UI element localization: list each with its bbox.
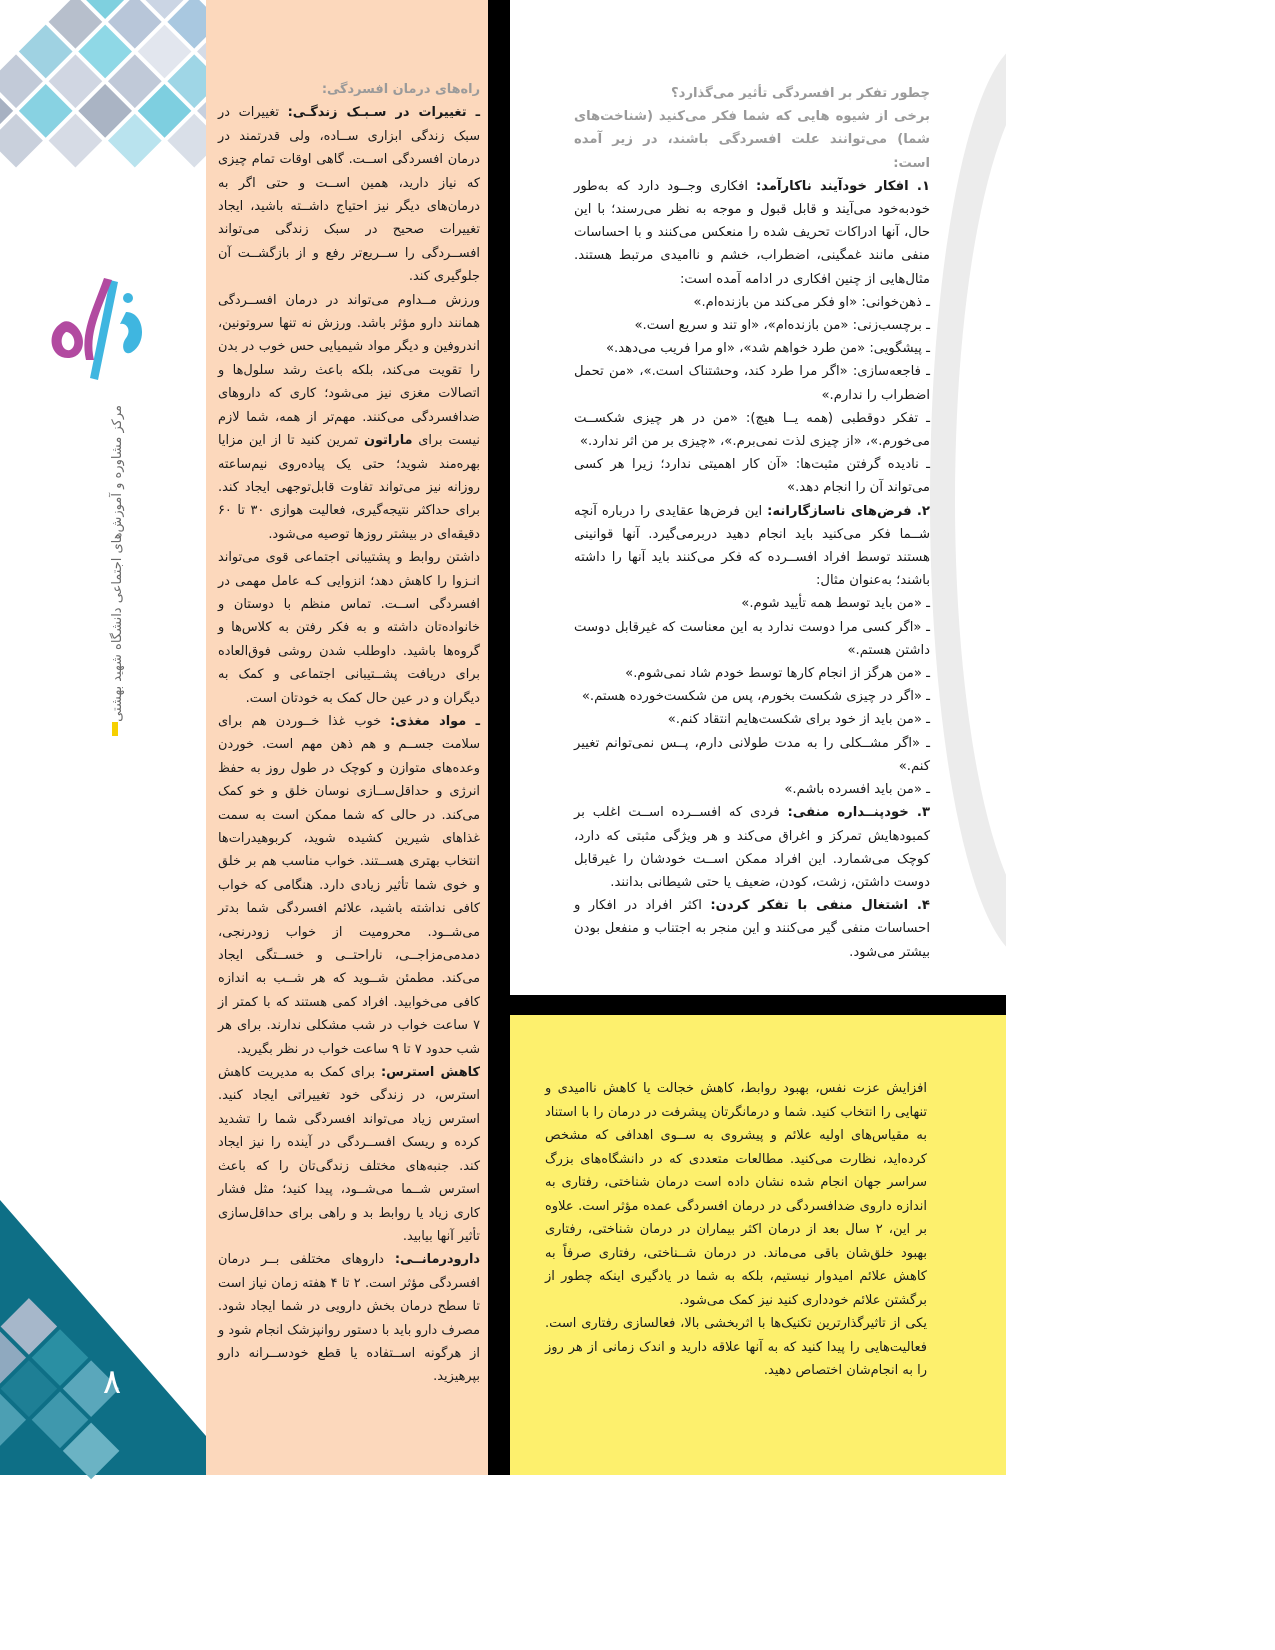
center-name-text: مرکز مشاوره و آموزش‌های اجتماعی دانشگاه شهید بهشتی — [110, 405, 125, 722]
example-line: ـ «اگر در چیزی شکست بخورم، پس من شکست‌خورده هستم.» — [581, 689, 930, 705]
item2-body: این فرض‌ها عقایدی را درباره آنچه شــما فکر می‌کنید باید انجام دهید دربرمی‌گیرد. آنها قوانینی هستند توسط افراد افســرده که فکر می‌کنند باید آنها را داشته باشند؛ به‌عنوان مثال: — [574, 503, 930, 589]
example-line: ـ «اگر کسی مرا دوست ندارد به این معناست که غیرقابل دوست داشتن هستم.» — [574, 619, 930, 658]
page-margin-right — [1006, 0, 1275, 1650]
intro-text: برخی از شیوه هایی که شما فکر می‌کنید (شناخت‌های شما) می‌توانند علت افسردگی باشند، در زیر آمده است: — [574, 109, 930, 171]
white-column-text — [574, 82, 930, 964]
item3-body: فردی که افســرده اســت اغلب بر کمبودهایش تمرکز و اغراق می‌کند و هر ویژگی مثبتی که دارد، کوچک می‌شمارد. این افراد ممکن اســت خودشان را غیرقابل دوست داشتن، زشت، کودن، ضعیف یا حتی شیطانی بدانند. — [574, 805, 930, 890]
lifestyle-body: تغییرات در سبک زندگی ابزاری ســاده، ولی قدرتمند در درمان افسردگی اســت. گاهی اوقات تمام چیزی که نیاز دارید، همین اســت و حتی اگر به درمان‌های دیگر نیز احتیاج داشــته باشید، ایجاد تغییرات صحیح در سبک زندگی می‌تواند افســردگی را ســریع‌تر رفع و از بازگشــت آن جلوگیری کند. — [218, 105, 480, 285]
exercise-body-2: تمرین کنید تا از این مزایا بهره‌مند شوید؛ حتی یک پیاده‌روی نیم‌ساعته روزانه نیز می‌تواند تفاوت قابل‌توجهی ایجاد کند. برای حداکثر نتیجه‌گیری، فعالیت هوازی ۳۰ تا ۶۰ دقیقه‌ای در بیشتر روزها توصیه می‌شود. — [218, 433, 480, 542]
medication-title: دارودرمانــی: — [394, 1252, 480, 1268]
item2-title: ۲. فرض‌های ناسازگارانه: — [767, 503, 930, 519]
medication-body: داروهای مختلفی بــر درمان افسردگی مؤثر است. ۲ تا ۴ هفته زمان نیاز است تا سطح درمان بخش دارویی در شما ایجاد شود. مصرف دارو باید با دستور روانپزشک انجام شود و از هرگونه اســتفاده یا قطع خودســرانه دارو بپرهیزید. — [218, 1252, 480, 1385]
nutrition-title: ـ مواد مغذی: — [390, 713, 480, 729]
item4-paragraph — [574, 894, 930, 964]
stress-body: برای کمک به مدیریت کاهش استرس، در زندگی خود تغییراتی ایجاد کنید. استرس زیاد می‌تواند افسردگی شما را تشدید کرده و ریسک افســردگی در آینده را نیز ایجاد کند. جنبه‌های مختلف زندگی‌تان را که باعث استرس شــما می‌شــود، پیدا کنید؛ مثل فشار کاری زیاد یا روابط بد و راهی برای حداقل‌سازی تأثیر آنها بیابید. — [218, 1065, 480, 1244]
social-paragraph: داشتن روابط و پشتیبانی اجتماعی قوی می‌تواند انـزوا را کاهش دهد؛ انزوایی کـه عامل مهمی در افسردگی اســت. تماس منظم با دوستان و خانواده‌تان داشته و به فکر رفتن به کلاس‌ها و گروه‌ها باشید. داوطلب شدن روشی فوق‌العاده برای دریافت پشــتیبانی اجتماعی و کمک به دیگران و در عین حال کمک به خودتان است. — [218, 550, 480, 706]
example-line: ـ تفکر دوقطبی (همه یــا هیچ): «من در هر چیزی شکســت می‌خورم.»، «از چیزی لذت نمی‌برم.»، «چیزی بر من اثر ندارد.» — [574, 410, 930, 450]
black-divider-bar — [488, 0, 510, 1475]
example-line: ـ فاجعه‌سازی: «اگر مرا طرد کند، وحشتناک است.»، «من تحمل اضطراب را ندارم.» — [574, 364, 930, 403]
black-horizontal-band — [510, 995, 1006, 1015]
lifestyle-title: ـ تغییرات در سـبـک زندگـی: — [287, 105, 480, 121]
exercise-bold: ماراتون — [363, 433, 413, 449]
item1-body: افکاری وجــود دارد که به‌طور خودبه‌خود می‌آیند و قابل قبول و موجه به نظر می‌رسند؛ با این حال، آنها ادراکات تحریف شده را منعکس می‌کنند و با احساسات منفی مانند غمگینی، اضطراب، خشم و ناامیدی مرتبط هستند. مثال‌هایی از چنین افکاری در ادامه آمده است: — [574, 178, 930, 287]
yellow-paragraph-1: افزایش عزت نفس، بهبود روابط، کاهش خجالت یا کاهش ناامیدی و تنهایی را انتخاب کنید. شما و درمانگرتان پیشرفت در درمان را با استناد به مقیاس‌های اولیه علائم و پیشروی به ســوی اهدافی که مشخص کرده‌اید، نظارت می‌کنید. مطالعات متعددی که در دانشگاه‌های بزرگ سراسر جهان انجام شده نشان داده است درمان شناختی، رفتاری به اندازه داروی ضدافسردگی در درمان افسردگی عمده مؤثر است. علاوه بر این، ۲ سال بعد از درمان اکثر بیماران در درمان شناختی، رفتاری بهبود خلق‌شان باقی می‌ماند. در درمان شــناختی، رفتاری صرفاً به کاهش علائم امیدوار نیستیم، بلکه به شما در یادگیری اینکه چطور از برگشتن علائم خودداری کنید نیز کمک می‌شود. — [545, 1081, 927, 1308]
diamond-tiles-pattern — [0, 0, 206, 300]
item1-title: ۱. افکار خودآیند ناکارآمد: — [755, 178, 930, 194]
example-line: ـ پیشگویی: «من طرد خواهم شد»، «او مرا فریب می‌دهد.» — [605, 341, 930, 357]
example-line: ـ «من باید افسرده باشم.» — [784, 782, 930, 798]
item3-title: ۳. خودپنــداره منفی: — [787, 805, 930, 821]
item4-title: ۴. اشتغال منفی با تفکر کردن: — [710, 898, 930, 914]
lifestyle-paragraph — [218, 101, 480, 288]
exercise-paragraph — [218, 289, 480, 546]
section-heading: راه‌های درمان افسردگی: — [321, 82, 480, 97]
vertical-center-title — [110, 405, 130, 735]
example-line: ـ «من باید توسط همه تأیید شوم.» — [741, 596, 930, 612]
example-line: ـ نادیده گرفتن مثبت‌ها: «آن کار اهمیتی ندارد؛ زیرا هر کسی می‌تواند آن را انجام دهد.» — [574, 457, 930, 496]
example-line: ـ «من هرگز از انجام کارها توسط خودم شاد نمی‌شوم.» — [625, 666, 930, 682]
question-heading: چطور تفکر بر افسردگی تأثیر می‌گذارد؟ — [671, 86, 930, 101]
item4-body: اکثر افراد در افکار و احساسات منفی گیر می‌کنند و این منجر به اجتناب و منفعل بودن بیشتر می‌شود. — [574, 898, 930, 960]
nutrition-body: خوب غذا خــوردن هم برای سلامت جســم و هم ذهن مهم است. خوردن وعده‌های متوازن و کوچک در طول روز به حفظ انرژی و حداقل‌ســازی نوسان خلق و خو کمک می‌کند. در حالی که شما ممکن است به سمت غذاهای شیرین کشیده شوید، کربوهیدرات‌ها انتخاب بهتری هســتند. خواب مناسب هم بر خلق و خوی شما تأثیر زیادی دارد. هنگامی که خواب کافی نداشته باشید، علائم افسردگی شما بدتر می‌شــود. محرومیت از خواب زودرنجی، دمدمی‌مزاجــی، ناراحتــی و خســتگی ایجاد می‌کند. مطمئن شــوید که هر شــب به اندازه کافی می‌خوابید. افراد کمی هستند که با کمتر از ۷ ساعت خواب در شب مشکلی ندارند. برای هر شب حدود ۷ تا ۹ ساعت خواب در نظر بگیرید. — [218, 713, 480, 1057]
nutrition-paragraph — [218, 710, 480, 1061]
example-line: ـ «اگر مشــکلی را به مدت طولانی دارم، پــس نمی‌توانم تغییر کنم.» — [574, 735, 930, 774]
item2-paragraph — [574, 500, 930, 593]
peach-column-text — [218, 78, 480, 1389]
exercise-body-1: ورزش مــداوم می‌تواند در درمان افســردگی همانند دارو مؤثر باشد. ورزش نه تنها سروتونین، اندروفین و دیگر مواد شیمیایی حس خوب در بدن را تقویت می‌کند، بلکه باعث رشد سلول‌ها و اتصالات مغزی نیز می‌شود؛ کاری که داروهای ضدافسردگی می‌کنند. مهم‌تر از همه، شما لازم نیست برای — [218, 292, 480, 449]
example-line: ـ برچسب‌زنی: «من بازنده‌ام»، «او تند و سریع است.» — [634, 318, 930, 334]
example-line: ـ ذهن‌خوانی: «او فکر می‌کند من بازنده‌ام.» — [693, 294, 930, 310]
stress-paragraph — [218, 1061, 480, 1248]
stress-title: کاهش استرس: — [380, 1065, 480, 1081]
item3-paragraph — [574, 801, 930, 894]
left-decorative-strip — [0, 0, 206, 1475]
example-line: ـ «من باید از خود برای شکست‌هایم انتقاد کنم.» — [667, 712, 930, 728]
yellow-accent-mark — [112, 722, 118, 736]
medication-paragraph — [218, 1248, 480, 1388]
logo-icon — [40, 272, 160, 392]
yellow-box-text — [545, 1077, 927, 1383]
page-number: ۸ — [102, 1362, 122, 1402]
yellow-paragraph-2: یکی از تاثیرگذارترین تکنیک‌ها با اثربخشی بالا، فعالسازی رفتاری است. فعالیت‌هایی را پیدا کنید که به آنها علاقه دارید و اندک زمانی از هر روز را به انجام‌شان اختصاص دهید. — [545, 1316, 927, 1378]
teal-tiles-pattern — [0, 1200, 240, 1480]
item1-paragraph — [574, 175, 930, 291]
